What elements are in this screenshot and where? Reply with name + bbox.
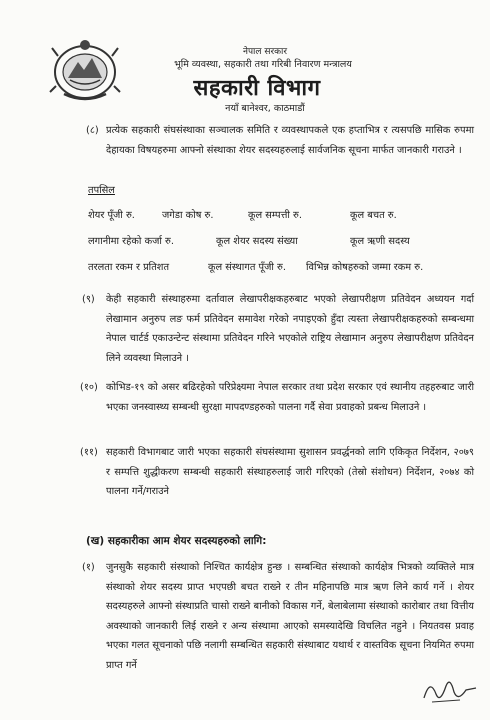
item-paragraph: जुनसुकै सहकारी संस्थाको निश्चित कार्यक्षेत्र हुन्छ । सम्बन्धित संस्थाको कार्यक्षेत्र भित्रको व्यक्तिले मात्र संस्थाको शेयर सदस्य प्राप्त भएपछी बचत राख्ने र तीन महिनापछि मात्र ऋण लिने कार्य गर्ने । शेयर सदस्यहरुले आफ्नो संस्थाप्रति चासो राख्ने बानीको विकास गर्ने, बेलाबेलामा संस्थाको कारोबार तथा वित्तीय अवस्थाको जानकारी लिई राख्ने र अन्य संस्थामा आएको समस्यादेखि विचलित नहुने । नियतवस प्रवाह भएका गलत सूचनाको पछि नलागी सम्बन्धित सहकारी संस्थाबाट यथार्थ र वास्तविक सूचना नियमित रुपमा प्राप्त गर्ने — [106, 562, 474, 671]
item-number: (१) — [82, 562, 95, 573]
item-paragraph: सहकारी विभागबाट जारी भएका सहकारी संघसंस्थामा सुशासन प्रवर्द्धनको लागि एकिकृत निर्देशन, २०७९ र सम्पत्ति शुद्धीकरण सम्बन्धी सहकारी संस्थाहरुलाई जारी गरिएको (तेस्रो संशोधन) निर्देशन, २०७४ को पालना गर्ने/गराउने — [106, 447, 474, 497]
schedule-cell: तरलता रकम र प्रतिशत — [88, 262, 170, 273]
schedule-cell: लगानीमा रहेको कर्जा रु. — [88, 236, 174, 247]
schedule-cell: कूल सम्पत्ती रु. — [248, 210, 302, 221]
header-department: सहकारी विभाग — [193, 76, 321, 101]
item-number: (१०) — [80, 382, 98, 393]
header-address: नयाँ बानेश्वर, काठमाडौं — [225, 103, 305, 114]
schedule-cell: कूल संस्थागत पूँजी रु. — [208, 262, 286, 273]
item-number: (८) — [86, 125, 99, 136]
section-heading: (ख) सहकारीका आम शेयर सदस्यहरुको लागि: — [86, 535, 267, 547]
schedule-cell: शेयर पूँजी रु. — [88, 210, 135, 221]
schedule-cell: विभिन्न कोषहरुको जम्मा रकम रु. — [306, 262, 424, 273]
schedule-cell: कूल ऋणी सदस्य — [350, 236, 410, 247]
item-paragraph: प्रत्येक सहकारी संघसंस्थाका सञ्चालक समिति र व्यवस्थापकले एक हप्ताभित्र र त्यसपछि मासिक रुपमा देहायका विषयहरुमा आफ्नो संस्थाका शेयर सदस्यहरुलाई सार्वजनिक सूचना मार्फत जानकारी गराउने । — [106, 125, 474, 156]
schedule-cell: कूल बचत रु. — [350, 210, 397, 221]
item-paragraph: कोभिड-१९ को असर बढिरहेको परिप्रेक्ष्यमा नेपाल सरकार तथा प्रदेश सरकार एवं स्थानीय तहहरुबाट जारी भएका जनस्वास्थ्य सम्बन्धी सुरक्षा मापदण्डहरुको पालना गर्दै सेवा प्रवाहको प्रबन्ध मिलाउने । — [106, 382, 474, 413]
header-line-1: नेपाल सरकार — [242, 47, 288, 57]
header-ministry: भूमि व्यवस्था, सहकारी तथा गरिबी निवारण मन्त्रालय — [174, 59, 352, 70]
schedule-cell: कूल शेयर सदस्य संख्या — [216, 236, 298, 247]
schedule-cell: जगेडा कोष रु. — [162, 210, 214, 221]
item-number: (११) — [80, 447, 98, 458]
signature-icon — [420, 672, 480, 708]
item-paragraph: केही सहकारी संस्थाहरुमा दर्तावाल लेखापरीक्षकहरुबाट भएको लेखापरीक्षण प्रतिवेदन अध्ययन गर्दा लेखामान अनुरुप लङ फर्म प्रतिवेदन समावेश गरेको नपाइएको हुँदा त्यस्ता लेखापरीक्षकहरुको सम्बन्धमा नेपाल चार्टर्ड एकाउन्टेन्ट संस्थामा प्रतिवेदन गरिने भएकोले राष्ट्रिय लेखामान अनुरुप लेखापरीक्षण प्रतिवेदन लिने व्यवस्था मिलाउने । — [106, 294, 474, 364]
schedule-heading: तपसिल — [88, 185, 115, 196]
item-number: (९) — [82, 294, 95, 305]
